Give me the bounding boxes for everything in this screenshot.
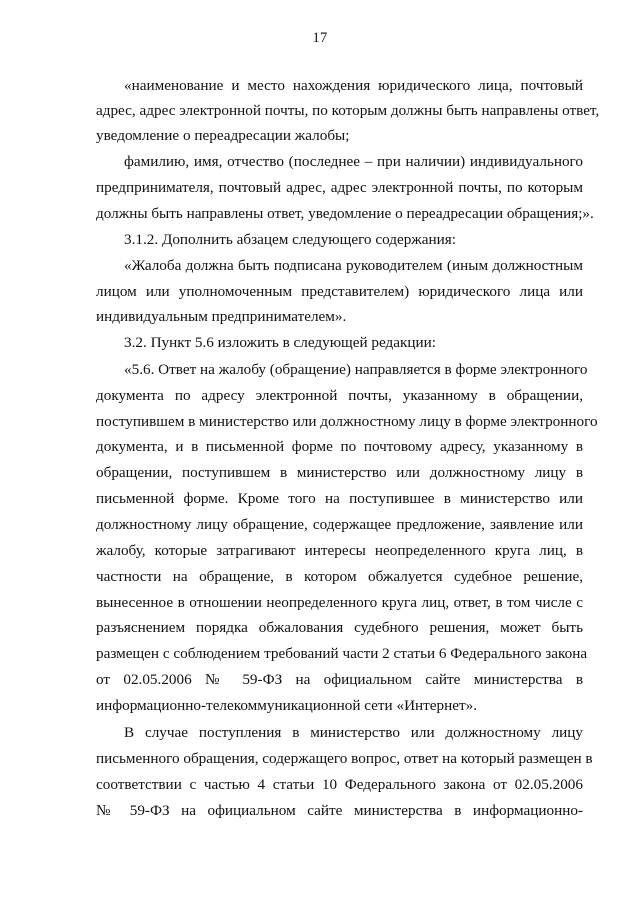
text-line: «5.6. Ответ на жалобу (обращение) направляется в форме электронного: [124, 361, 588, 378]
text-line: документа, и в письменной форме по почтовому адресу, указанному в: [96, 438, 583, 455]
text-line: документа по адресу электронной почты, указанному в обращении,: [96, 387, 583, 404]
text-line: частности на обращение, в котором обжалуется судебное решение,: [96, 568, 583, 585]
text-line: от 02.05.2006 № 59-ФЗ на официальном сайте министерства в: [96, 671, 583, 688]
text-line: вынесенное в отношении неопределенного круга лиц, ответ, в том числе с: [96, 594, 583, 611]
text-line: соответствии с частью 4 статьи 10 Федерального закона от 02.05.2006: [96, 776, 583, 793]
text-line: обращении, поступившем в министерство или должностному лицу в: [96, 464, 583, 481]
text-line: лицом или уполномоченным представителем) юридического лица или: [96, 283, 583, 300]
text-line: адрес, адрес электронной почты, по которым должны быть направлены ответ,: [96, 102, 600, 119]
text-line: уведомление о переадресации жалобы;: [96, 127, 350, 144]
text-line: поступившем в министерство или должностному лицу в форме электронного: [96, 413, 598, 430]
text-line: должны быть направлены ответ, уведомление о переадресации обращения;».: [96, 205, 594, 222]
text-line: должностному лицу обращение, содержащее предложение, заявление или: [96, 516, 583, 533]
text-line: «Жалоба должна быть подписана руководителем (иным должностным: [124, 257, 583, 274]
text-line: разъяснением порядка обжалования судебного решения, может быть: [96, 619, 583, 636]
text-line: № 59-ФЗ на официальном сайте министерства в информационно-: [96, 802, 583, 819]
text-line: письменной форме. Кроме того на поступившее в министерство или: [96, 490, 583, 507]
text-line: «наименование и место нахождения юридического лица, почтовый: [124, 77, 583, 94]
text-line: В случае поступления в министерство или должностному лицу: [124, 724, 583, 741]
text-line: 3.2. Пункт 5.6 изложить в следующей редакции:: [124, 334, 437, 351]
text-line: 3.1.2. Дополнить абзацем следующего содержания:: [124, 231, 456, 248]
text-line: размещен с соблюдением требований части 2 статьи 6 Федерального закона: [96, 645, 588, 662]
text-line: предпринимателя, почтовый адрес, адрес электронной почты, по которым: [96, 179, 583, 196]
page-number: 17: [312, 30, 328, 46]
text-line: информационно-телекоммуникационной сети «Интернет».: [96, 697, 478, 714]
text-line: фамилию, имя, отчество (последнее – при наличии) индивидуального: [124, 153, 583, 170]
text-line: индивидуальным предпринимателем».: [96, 308, 347, 325]
text-line: жалобу, которые затрагивают интересы неопределенного круга лиц, в: [96, 542, 583, 559]
text-line: письменного обращения, содержащего вопрос, ответ на который размещен в: [96, 750, 593, 767]
